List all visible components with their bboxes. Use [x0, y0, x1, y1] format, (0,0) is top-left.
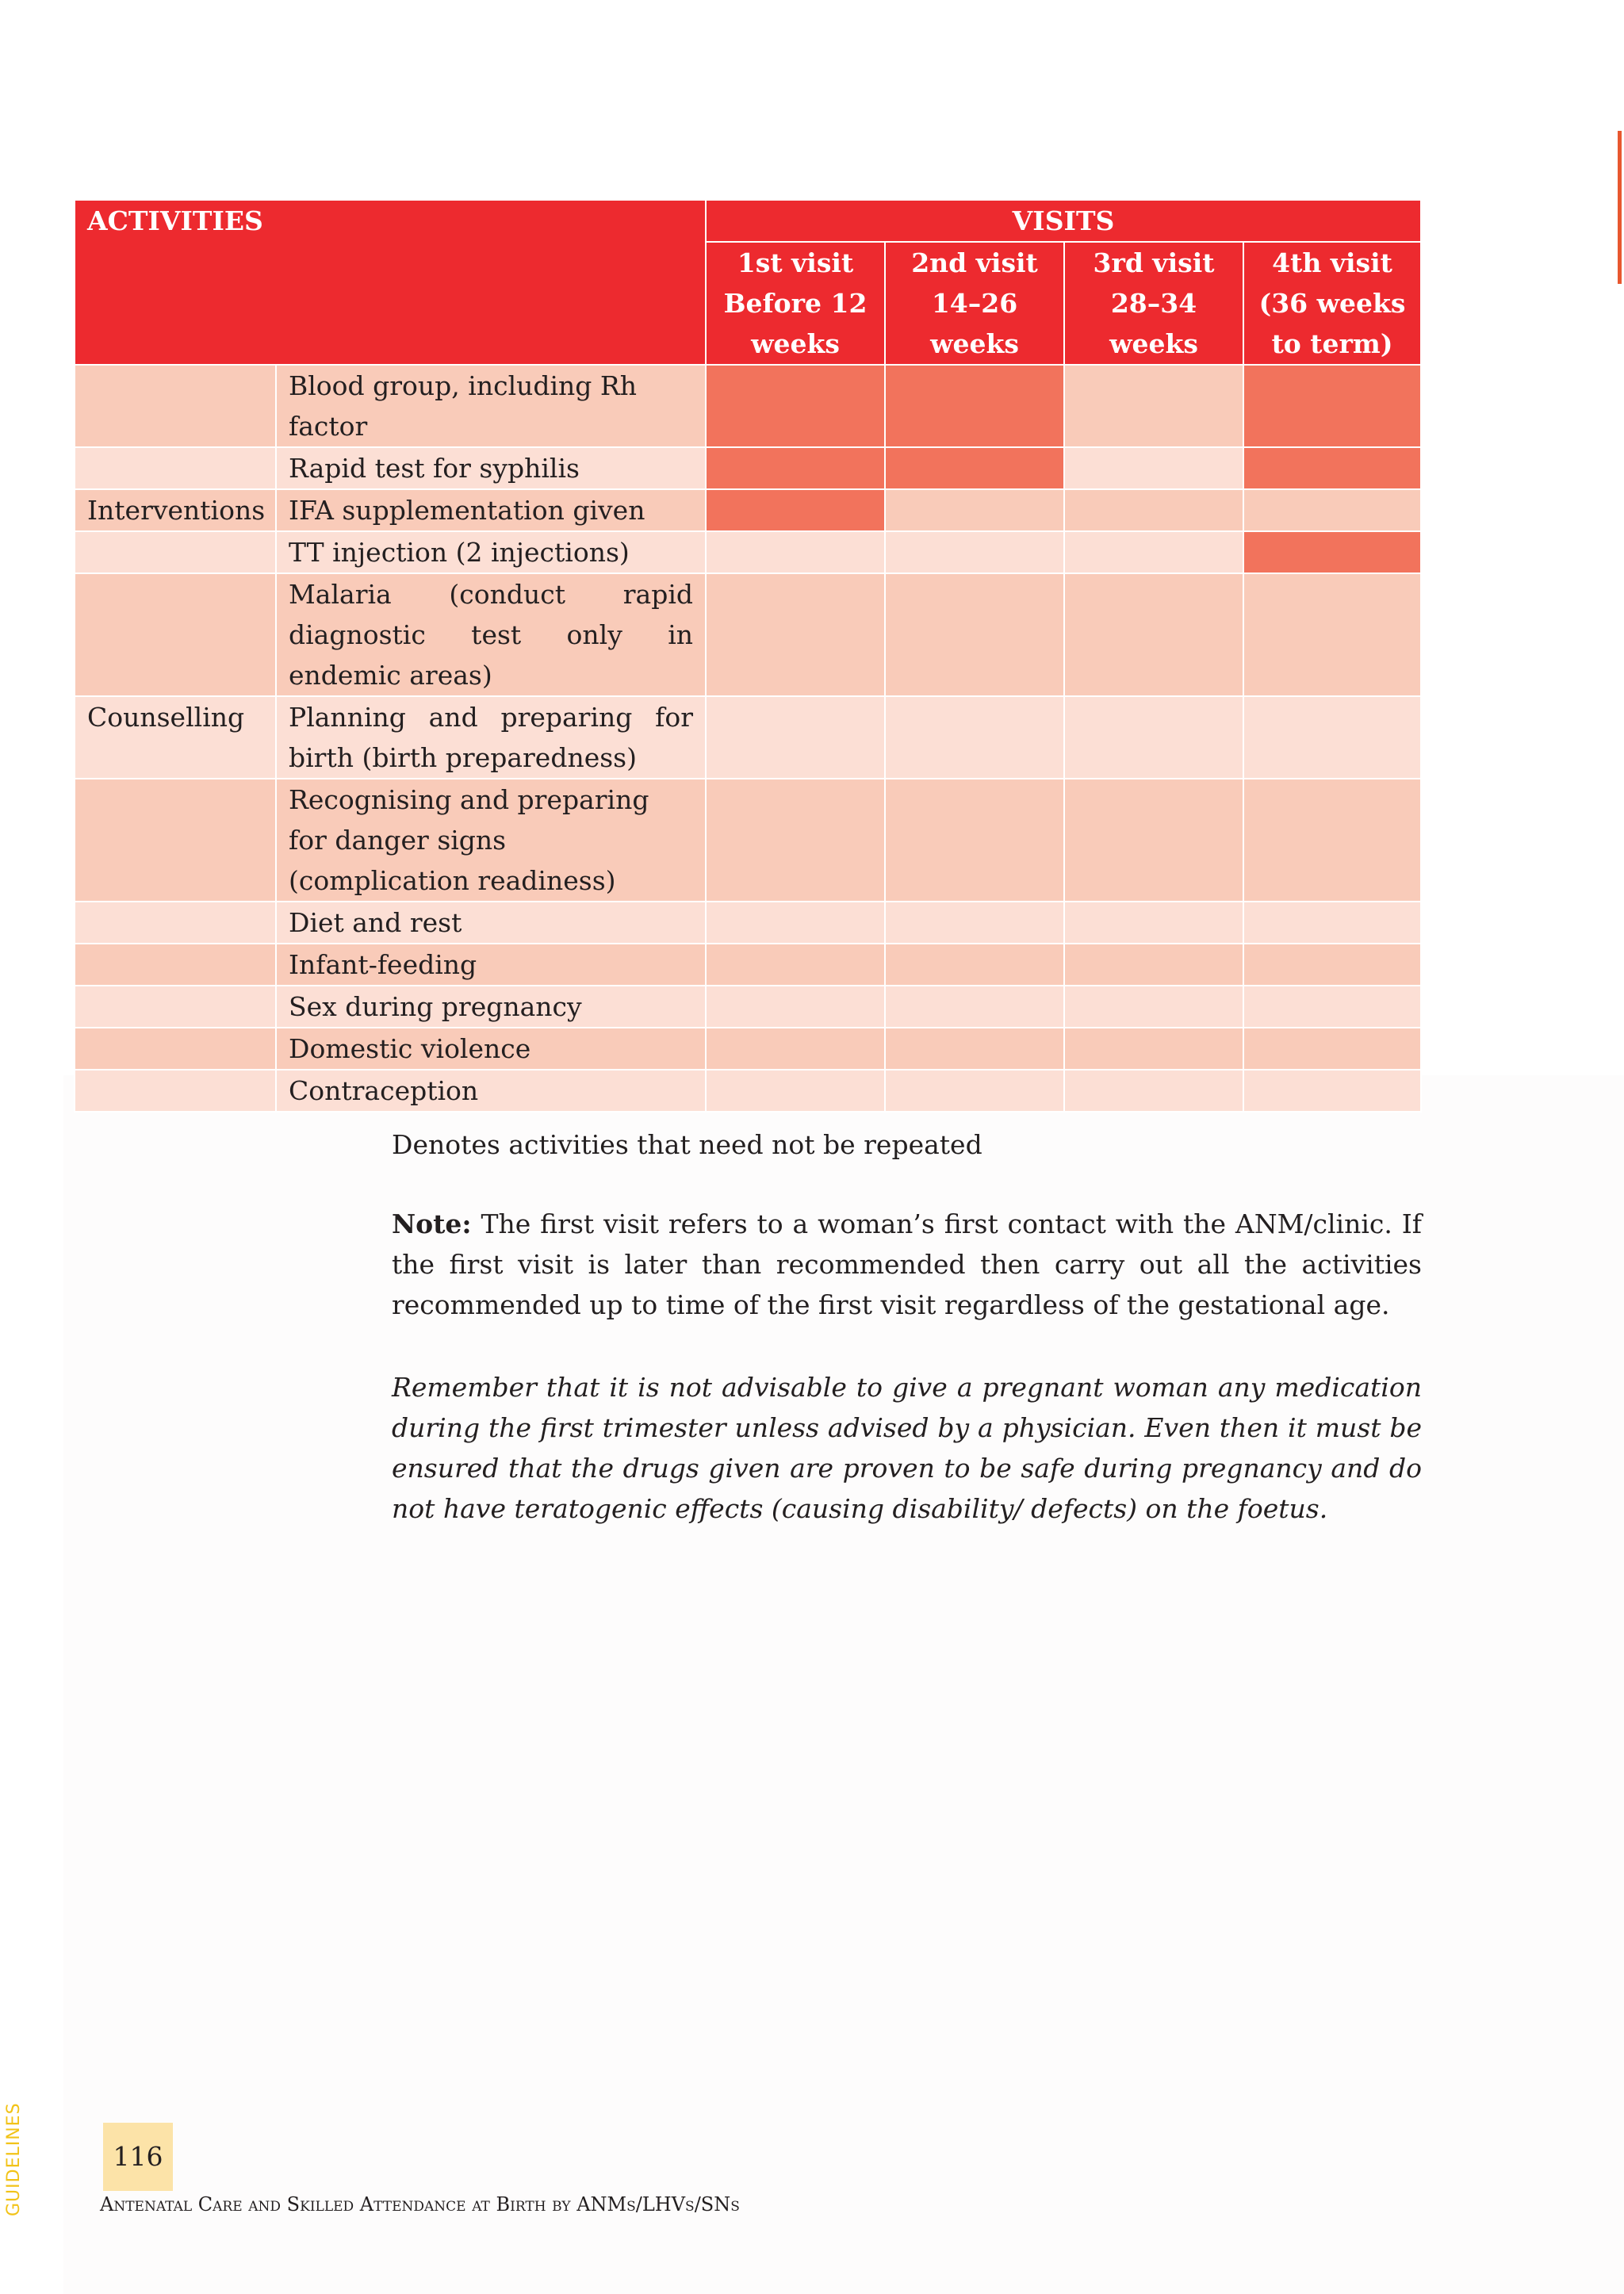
table-row — [75, 944, 1421, 986]
activity-cell: Rapid test for syphilis — [276, 447, 706, 489]
visit-cell — [1064, 531, 1243, 573]
visit-header-line: 1st visit — [737, 247, 854, 278]
table-row — [75, 1070, 1421, 1112]
visit-cell-marked — [706, 365, 885, 447]
visit-header-line: 3rd visit — [1093, 247, 1215, 278]
visit-cell — [1064, 1070, 1243, 1112]
table-row — [75, 573, 1421, 696]
visit-cell — [885, 531, 1064, 573]
table-row — [75, 779, 1421, 902]
visit-cell — [885, 1070, 1064, 1112]
visit-cell-marked — [706, 447, 885, 489]
visit-cell — [885, 489, 1064, 531]
visit-header-line: (36 weeks — [1258, 288, 1406, 319]
visit-cell — [885, 696, 1064, 779]
footer-title: Antenatal Care and Skilled Attendance at Birth by ANMs/LHVs/SNs — [100, 2193, 740, 2215]
visit-header-line: 14–26 weeks — [930, 288, 1019, 359]
visit-header-line: 4th visit — [1272, 247, 1392, 278]
table-row — [75, 902, 1421, 944]
category-cell — [75, 531, 276, 573]
activity-cell: Diet and rest — [276, 902, 706, 944]
visits-header: VISITS — [706, 200, 1421, 242]
visit-header-line: weeks — [751, 328, 840, 359]
visit-header-line: 2nd visit — [911, 247, 1038, 278]
visit-cell-marked — [1243, 365, 1421, 447]
visit-cell-marked — [885, 365, 1064, 447]
visit-cell-marked — [885, 447, 1064, 489]
table-row — [75, 1028, 1421, 1070]
visit-cell — [1243, 1070, 1421, 1112]
category-cell — [75, 944, 276, 986]
visit-cell — [1064, 447, 1243, 489]
page-number: 116 — [103, 2123, 173, 2191]
visit-cell — [706, 986, 885, 1028]
visit-cell — [885, 902, 1064, 944]
visit-cell-marked — [706, 489, 885, 531]
edge-tab-mark — [1618, 131, 1622, 284]
visit-cell — [1064, 365, 1243, 447]
visit-cell-marked — [1243, 447, 1421, 489]
visit-header-line: 28–34 weeks — [1109, 288, 1198, 359]
activity-cell: Contraception — [276, 1070, 706, 1112]
visit-cell — [1243, 902, 1421, 944]
visit-cell — [706, 779, 885, 902]
activity-cell: Sex during pregnancy — [276, 986, 706, 1028]
activity-cell: Recognising and preparing for danger signs (complication readiness) — [276, 779, 706, 902]
visit-header-line: Before 12 — [723, 288, 868, 319]
category-cell — [75, 902, 276, 944]
visit-cell — [1243, 573, 1421, 696]
category-cell: Interventions — [75, 489, 276, 531]
visit-cell — [1243, 986, 1421, 1028]
activity-cell: IFA supplementation given — [276, 489, 706, 531]
activity-cell: Infant-feeding — [276, 944, 706, 986]
visit-cell — [1243, 779, 1421, 902]
visit-cell — [706, 573, 885, 696]
table-row — [75, 489, 1421, 531]
visit-cell — [885, 986, 1064, 1028]
activities-header: ACTIVITIES — [75, 200, 706, 365]
visit-cell — [1243, 696, 1421, 779]
table-header-row — [75, 200, 1421, 242]
remember-paragraph: Remember that it is not advisable to give a pregnant woman any medication during the first trimester unless advised by a physician. Even then it must be ensured that the drugs given are proven to be safe during pregnancy and do not have teratogenic effects (causing disability/ defects) on the foetus. — [392, 1372, 1422, 1524]
visit-cell — [706, 944, 885, 986]
visit-header-line: to term) — [1271, 328, 1393, 359]
table-row — [75, 447, 1421, 489]
visit-cell — [1064, 1028, 1243, 1070]
visit-cell — [706, 902, 885, 944]
visit-cell — [1064, 944, 1243, 986]
guidelines-side-label: GUIDELINES — [4, 2102, 24, 2216]
visit-3-header — [1064, 242, 1243, 365]
visit-cell-marked — [1243, 531, 1421, 573]
activity-cell: Blood group, including Rh factor — [276, 365, 706, 447]
activity-cell: Domestic violence — [276, 1028, 706, 1070]
activity-cell: TT injection (2 injections) — [276, 531, 706, 573]
table-row — [75, 986, 1421, 1028]
table-row — [75, 365, 1421, 447]
visit-2-header — [885, 242, 1064, 365]
visit-cell — [706, 531, 885, 573]
activity-cell: Malaria (conduct rapid diagnostic test only in endemic areas) — [276, 573, 706, 696]
category-cell — [75, 779, 276, 902]
visit-cell — [885, 779, 1064, 902]
visit-cell — [706, 1070, 885, 1112]
antenatal-activities-table — [74, 199, 1422, 1113]
visit-cell — [1064, 986, 1243, 1028]
table-row — [75, 696, 1421, 779]
visit-cell — [1064, 696, 1243, 779]
table-row — [75, 531, 1421, 573]
category-cell — [75, 1028, 276, 1070]
category-cell: Counselling — [75, 696, 276, 779]
visit-cell — [706, 696, 885, 779]
visit-cell — [885, 573, 1064, 696]
category-cell — [75, 986, 276, 1028]
note-label: Note: — [392, 1208, 472, 1239]
visit-cell — [1243, 944, 1421, 986]
category-cell — [75, 573, 276, 696]
visit-cell — [1243, 489, 1421, 531]
legend-text: Denotes activities that need not be repeated — [392, 1129, 982, 1160]
category-cell — [75, 447, 276, 489]
visit-cell — [706, 1028, 885, 1070]
visit-cell — [885, 944, 1064, 986]
visit-1-header — [706, 242, 885, 365]
visit-cell — [1064, 489, 1243, 531]
category-cell — [75, 1070, 276, 1112]
visit-cell — [1243, 1028, 1421, 1070]
note-text: The first visit refers to a woman’s first contact with the ANM/clinic. If the first visit is later than recommended then carry out all the activities recommended up to time of the first visit regardless of the gestational age. — [392, 1208, 1422, 1320]
visit-cell — [1064, 902, 1243, 944]
note-paragraph — [392, 1204, 1422, 1325]
visit-cell — [1064, 779, 1243, 902]
activity-cell: Planning and preparing for birth (birth preparedness) — [276, 696, 706, 779]
category-cell — [75, 365, 276, 447]
visit-cell — [885, 1028, 1064, 1070]
visit-4-header — [1243, 242, 1421, 365]
visit-cell — [1064, 573, 1243, 696]
